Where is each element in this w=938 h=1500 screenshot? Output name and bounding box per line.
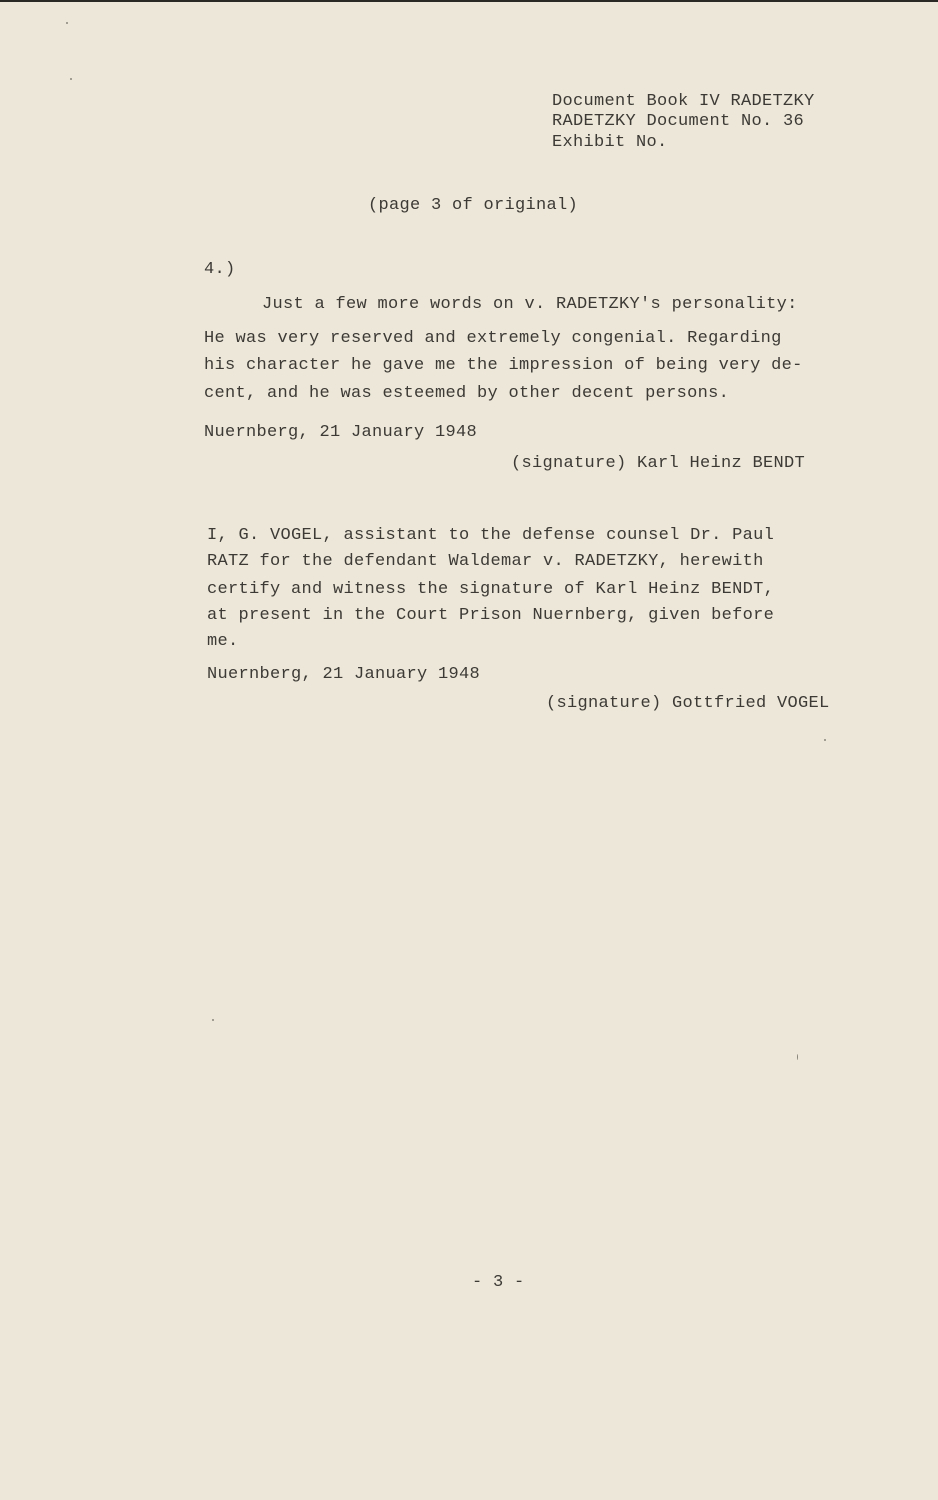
paragraph-number: 4.) — [204, 260, 236, 279]
paper-speck — [66, 22, 68, 24]
certification-line: RATZ for the defendant Waldemar v. RADETZKY, herewith — [207, 552, 764, 571]
certification-signature: (signature) Gottfried VOGEL — [546, 694, 830, 713]
certification-place-date: Nuernberg, 21 January 1948 — [207, 665, 481, 684]
header-exhibit: Exhibit No. — [552, 133, 668, 152]
paper-speck — [797, 1054, 798, 1060]
paper-speck — [824, 739, 826, 741]
page-number: - 3 - — [472, 1273, 525, 1292]
statement-line: his character he gave me the impression of being very de- — [204, 356, 803, 375]
certification-line: certify and witness the signature of Karl Heinz BENDT, — [207, 580, 775, 599]
header-doc-no: RADETZKY Document No. 36 — [552, 112, 805, 131]
paper-speck — [212, 1019, 214, 1021]
statement-line: He was very reserved and extremely congenial. Regarding — [204, 329, 782, 348]
certification-line: me. — [207, 632, 239, 651]
paper-speck — [70, 78, 72, 80]
statement-place-date: Nuernberg, 21 January 1948 — [204, 423, 478, 442]
statement-signature: (signature) Karl Heinz BENDT — [511, 454, 806, 473]
certification-line: I, G. VOGEL, assistant to the defense counsel Dr. Paul — [207, 526, 775, 545]
certification-line: at present in the Court Prison Nuernberg, given before — [207, 606, 775, 625]
statement-line: Just a few more words on v. RADETZKY's personality: — [262, 295, 798, 314]
page-reference: (page 3 of original) — [368, 196, 579, 215]
header-book: Document Book IV RADETZKY — [552, 92, 815, 111]
statement-line: cent, and he was esteemed by other decent persons. — [204, 384, 730, 403]
